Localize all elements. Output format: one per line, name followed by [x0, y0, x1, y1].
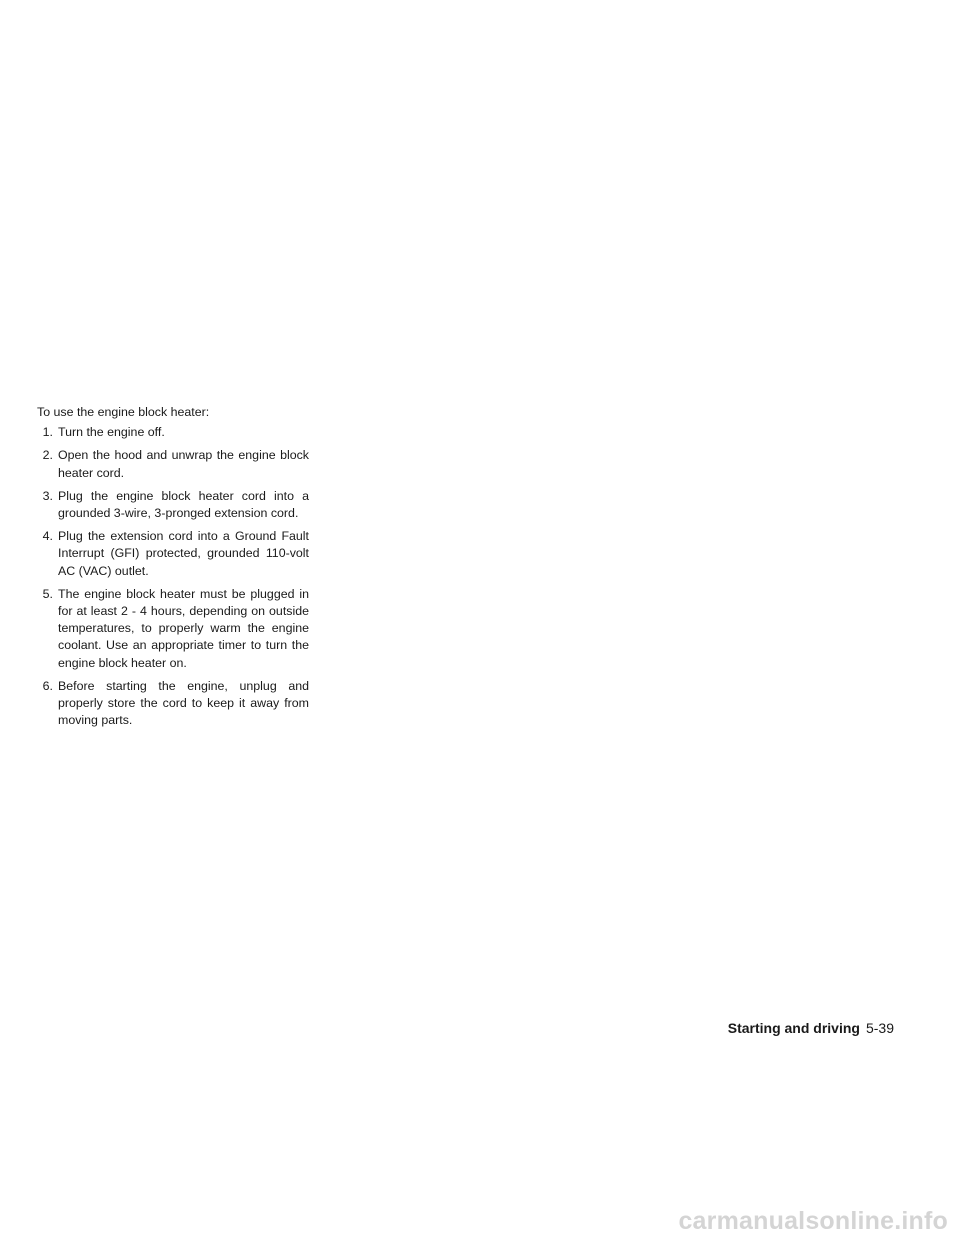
- step-item: [37, 678, 309, 730]
- step-text: Plug the extension cord into a Ground Fault Interrupt (GFI) protected, grounded 110-volt AC (VAC) outlet.: [58, 529, 309, 578]
- step-item: [37, 586, 309, 672]
- step-text: Before starting the engine, unplug and properly store the cord to keep it away from moving parts.: [58, 678, 309, 728]
- step-number: 3.: [42, 488, 53, 503]
- step-number: 4.: [42, 529, 53, 544]
- page-number: 5-39: [865, 1020, 894, 1036]
- step-item: [37, 447, 309, 481]
- step-text: The engine block heater must be plugged in for at least 2 - 4 hours, depending on outside temperatures, to properly warm the engine coolant. Use an appropriate timer to turn the engine block heater on.: [58, 586, 309, 670]
- step-number: 2.: [42, 448, 53, 463]
- section-title: Starting and driving: [727, 1020, 860, 1036]
- intro-text: To use the engine block heater:: [37, 405, 210, 419]
- step-item: [37, 528, 309, 580]
- watermark: carmanualsonline.info: [678, 1207, 948, 1235]
- step-text: Turn the engine off.: [58, 425, 165, 440]
- step-number: 6.: [42, 678, 53, 693]
- step-number: 1.: [42, 425, 53, 440]
- content-column: [37, 404, 309, 735]
- step-text: Plug the engine block heater cord into a grounded 3-wire, 3-pronged extension cord.: [58, 488, 309, 521]
- page-footer: [728, 1019, 894, 1037]
- steps-list: [37, 424, 309, 729]
- step-item: [37, 424, 309, 441]
- step-text: Open the hood and unwrap the engine block heater cord.: [58, 448, 309, 480]
- step-item: [37, 488, 309, 522]
- step-number: 5.: [42, 586, 53, 601]
